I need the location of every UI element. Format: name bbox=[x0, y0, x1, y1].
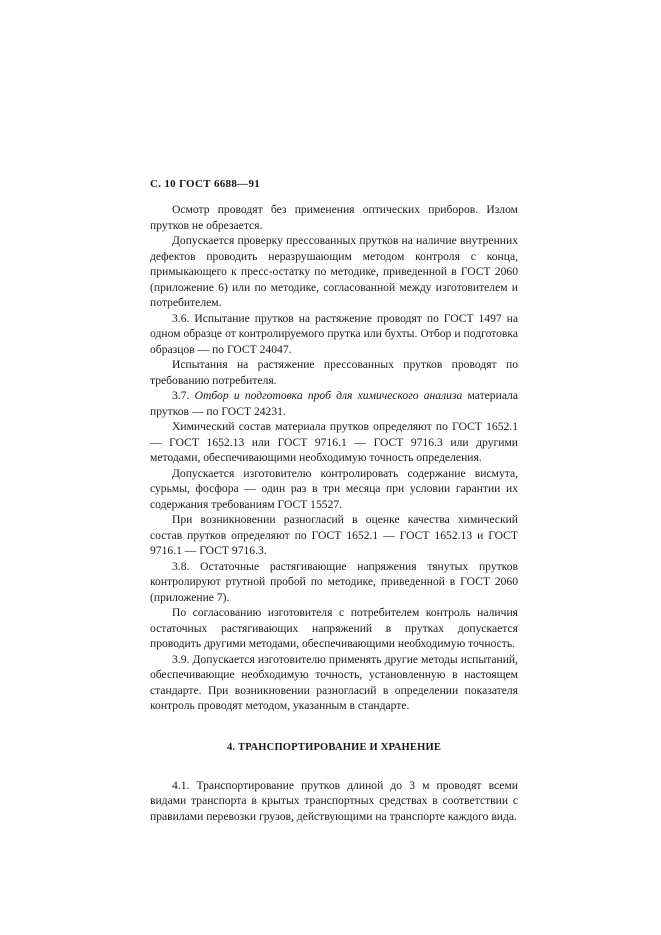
paragraph-4-1-transport: 4.1. Транспортирование прутков длиной до 3 м проводят всеми видами транспорта в крытых транспортных средствах в соответствии с правилами перевозки грузов, действующими на транспорте каждого вида. bbox=[150, 778, 518, 823]
paragraph-pressed-tensile: Испытания на растяжение прессованных прутков проводят по требованию потребителя. bbox=[150, 358, 518, 387]
document-body bbox=[150, 202, 518, 824]
paragraph-chemical-composition: Химический состав материала прутков определяют по ГОСТ 1652.1 — ГОСТ 1652.13 или ГОСТ 9716.1 — ГОСТ 9716.3 или другими методами, обеспечивающими необходимую точность определения. bbox=[150, 420, 518, 464]
section-title-transport: 4. ТРАНСПОРТИРОВАНИЕ И ХРАНЕНИЕ bbox=[226, 741, 442, 753]
paragraph-disagreement: При возникновении разногласий в оценке качества химический состав прутков определяют по ГОСТ 1652.1 — ГОСТ 1652.13 и ГОСТ 9716.1 — ГОСТ 9716.3. bbox=[150, 513, 518, 557]
italic-heading: Отбор и подготовка проб для химического анализа bbox=[194, 389, 463, 402]
clause-rest: материала прутков — по ГОСТ 24231. bbox=[150, 389, 518, 418]
paragraph-bismuth-control: Допускается изготовителю контролировать содержание висмута, сурьмы, фосфора — один раз в три месяца при условии гарантии их содержания требованиям ГОСТ 15527. bbox=[150, 466, 518, 511]
paragraph-3-6-tensile-test: 3.6. Испытание прутков на растяжение проводят по ГОСТ 1497 на одном образце от контролируемого прутка или бухты. Отбор и подготовка образцов — по ГОСТ 24047. bbox=[150, 311, 518, 356]
paragraph-nondestructive-test: Допускается проверку прессованных прутков на наличие внутренних дефектов проводить неразрушающим методом контроля с конца, примыкающего к пресс-остатку по методике, приведенной в ГОСТ 2060 (приложение 6) или по методике, согласованной между изготовителем и потребителем. bbox=[150, 234, 518, 309]
paragraph-3-7-sampling bbox=[150, 388, 518, 419]
paragraph-agreement: По согласованию изготовителя с потребителем контроль наличия остаточных растягивающих напряжений в прутках допускается проводить другими методами, обеспечивающими необходимую точность. bbox=[150, 606, 518, 650]
clause-number: 3.7. bbox=[172, 389, 195, 402]
paragraph-3-8-residual-stress: 3.8. Остаточные растягивающие напряжения тянутых прутков контролируют ртутной пробой по методике, приведенной в ГОСТ 2060 (приложение 7). bbox=[150, 559, 518, 604]
page-header: С. 10 ГОСТ 6688—91 bbox=[150, 178, 261, 190]
paragraph-inspection: Осмотр проводят без применения оптических приборов. Излом прутков не обрезается. bbox=[150, 203, 518, 232]
paragraph-3-9-other-methods: 3.9. Допускается изготовителю применять другие методы испытаний, обеспечивающие необходимую точность, установленную в настоящем стандарте. При возникновении разногласий в определении показателя контроль проводят методом, указанным в стандарте. bbox=[150, 652, 518, 712]
